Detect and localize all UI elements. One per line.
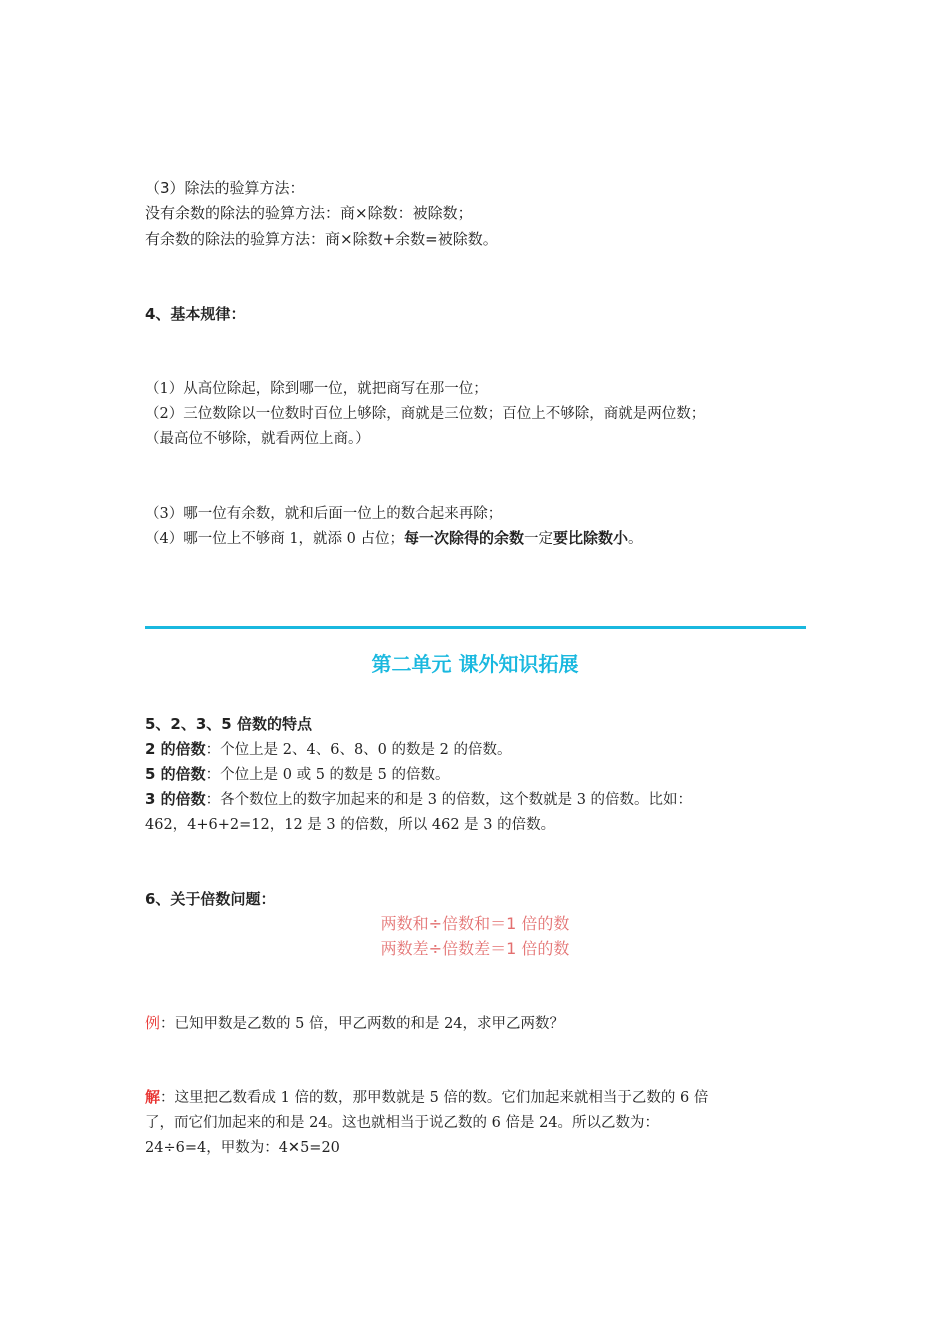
- solution-line-1: [145, 1086, 708, 1107]
- multiples-heading: 5、2、3、5 倍数的特点: [145, 715, 312, 733]
- multiple-of-3-example: 462，4+6+2=12，12 是 3 的倍数，所以 462 是 3 的倍数。: [145, 817, 556, 833]
- rule-4-suffix: 。: [628, 531, 643, 547]
- check-methods-heading: （3）除法的验算方法：: [145, 179, 305, 197]
- section-divider: [145, 626, 806, 629]
- solution-label: 解: [145, 1088, 161, 1106]
- example-problem: [145, 1012, 564, 1033]
- multiple-of-5: [145, 763, 450, 784]
- multiple-of-2: [145, 738, 511, 759]
- rule-2-note: （最高位不够除，就看两位上商。）: [145, 431, 370, 447]
- solution-text-1: ：这里把乙数看成 1 倍的数，那甲数就是 5 倍的数。它们加起来就相当于乙数的 6 倍: [160, 1090, 709, 1106]
- rule-1: （1）从高位除起，除到哪一位，就把商写在那一位；: [145, 381, 488, 397]
- example-label: 例: [145, 1014, 161, 1032]
- solution-line-3: 24÷6=4，甲数为：4✕5=20: [145, 1140, 340, 1156]
- rule-2: （2）三位数除以一位数时百位上够除，商就是三位数；百位上不够除，商就是两位数；: [145, 406, 706, 422]
- with-remainder-check: 有余数的除法的验算方法：商×除数+余数=被除数。: [145, 230, 498, 248]
- multiple-of-3-text: ：各个数位上的数字加起来的和是 3 的倍数，这个数就是 3 的倍数。比如：: [205, 792, 693, 808]
- formula-difference: 两数差÷倍数差＝1 倍的数: [380, 939, 570, 958]
- example-text: ：已知甲数是乙数的 5 倍，甲乙两数的和是 24，求甲乙两数？: [160, 1016, 565, 1032]
- no-remainder-check: 没有余数的除法的验算方法：商×除数：被除数；: [145, 204, 473, 222]
- multiple-of-2-label: 2 的倍数: [145, 740, 206, 758]
- multiple-of-5-text: ：个位上是 0 或 5 的数是 5 的倍数。: [205, 767, 450, 783]
- rule-4-mid: 一定: [524, 531, 554, 547]
- rule-4-bold-remainder: 每一次除得的余数: [404, 529, 525, 547]
- rule-4: [145, 527, 643, 548]
- multiple-of-5-label: 5 的倍数: [145, 765, 206, 783]
- solution-line-2: 了，而它们加起来的和是 24。这也就相当于说乙数的 6 倍是 24。所以乙数为：: [145, 1115, 660, 1131]
- rule-4-prefix: （4）哪一位上不够商 1，就添 0 占位；: [145, 531, 405, 547]
- rules-heading: 4、基本规律：: [145, 305, 246, 323]
- multiple-of-3-label: 3 的倍数: [145, 790, 206, 808]
- multiple-of-2-text: ：个位上是 2、4、6、8、0 的数是 2 的倍数。: [205, 742, 512, 758]
- rule-3: （3）哪一位有余数，就和后面一位上的数合起来再除；: [145, 506, 503, 522]
- unit-title: 第二单元 课外知识拓展: [371, 652, 579, 676]
- formula-sum: 两数和÷倍数和＝1 倍的数: [380, 914, 570, 933]
- multiple-of-3: [145, 788, 692, 809]
- times-problems-heading: 6、关于倍数问题：: [145, 890, 276, 908]
- rule-4-bold-smaller: 要比除数小: [553, 529, 629, 547]
